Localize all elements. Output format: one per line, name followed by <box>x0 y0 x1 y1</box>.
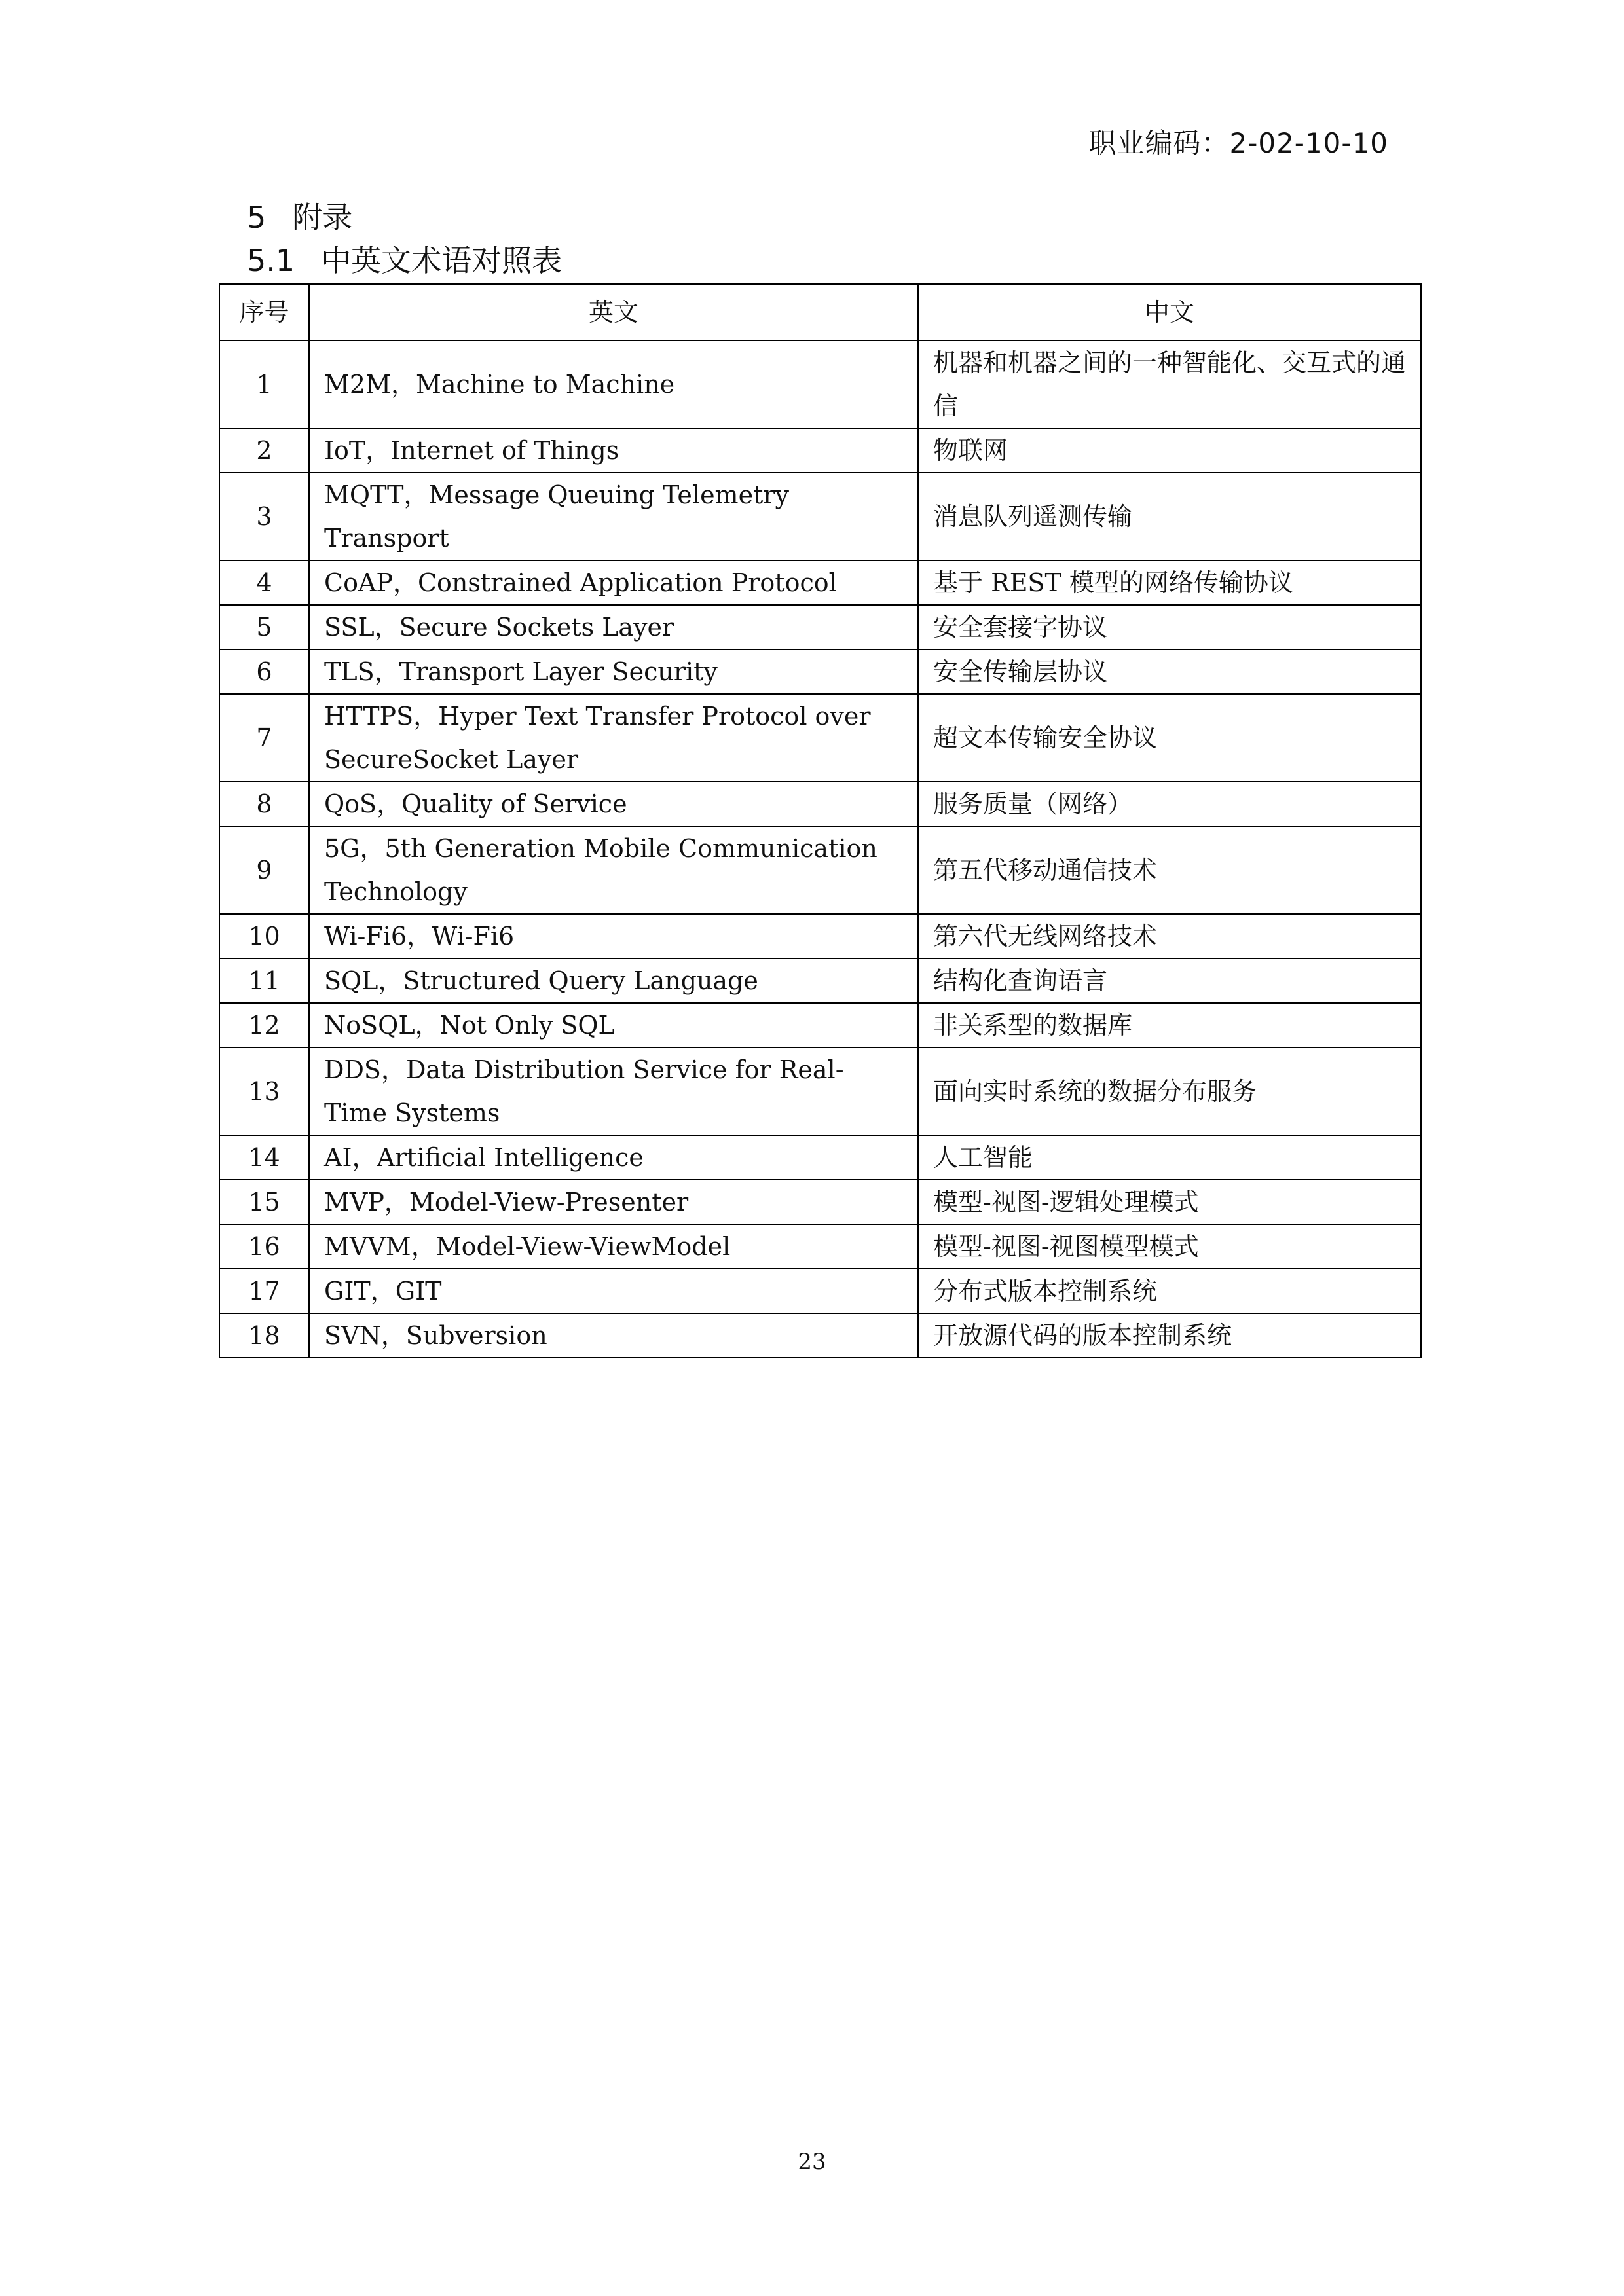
row-no: 7 <box>219 694 309 782</box>
row-english: HTTPS，Hyper Text Transfer Protocol over SecureSocket Layer <box>309 694 918 782</box>
row-chinese: 模型-视图-逻辑处理模式 <box>918 1180 1421 1224</box>
row-english: CoAP，Constrained Application Protocol <box>309 560 918 605</box>
row-chinese: 开放源代码的版本控制系统 <box>918 1313 1421 1358</box>
table-row <box>219 428 1421 473</box>
row-english: MVP，Model-View-Presenter <box>309 1180 918 1224</box>
subsection-title: 中英文术语对照表 <box>321 243 563 278</box>
row-chinese: 结构化查询语言 <box>918 958 1421 1003</box>
table-row <box>219 826 1421 914</box>
row-no: 2 <box>219 428 309 473</box>
section-number: 5 <box>247 200 267 235</box>
row-chinese: 安全套接字协议 <box>918 605 1421 649</box>
row-no: 8 <box>219 782 309 826</box>
table-row <box>219 649 1421 694</box>
row-no: 10 <box>219 914 309 958</box>
subsection-heading <box>247 240 562 282</box>
row-chinese: 模型-视图-视图模型模式 <box>918 1224 1421 1269</box>
row-no: 12 <box>219 1003 309 1048</box>
table-row <box>219 605 1421 649</box>
section-title: 附录 <box>292 200 353 235</box>
row-chinese: 第五代移动通信技术 <box>918 826 1421 914</box>
row-chinese: 超文本传输安全协议 <box>918 694 1421 782</box>
row-english: IoT，Internet of Things <box>309 428 918 473</box>
row-english: 5G，5th Generation Mobile Communication Technology <box>309 826 918 914</box>
row-english: DDS，Data Distribution Service for Real-Time Systems <box>309 1048 918 1135</box>
table-row <box>219 340 1421 428</box>
row-chinese: 机器和机器之间的一种智能化、交互式的通信 <box>918 340 1421 428</box>
row-english: MVVM，Model-View-ViewModel <box>309 1224 918 1269</box>
header-english: 英文 <box>309 284 918 340</box>
row-chinese: 服务质量（网络） <box>918 782 1421 826</box>
row-no: 5 <box>219 605 309 649</box>
row-no: 14 <box>219 1135 309 1180</box>
row-english: M2M，Machine to Machine <box>309 340 918 428</box>
row-no: 6 <box>219 649 309 694</box>
row-chinese: 面向实时系统的数据分布服务 <box>918 1048 1421 1135</box>
row-english: MQTT，Message Queuing Telemetry Transport <box>309 473 918 560</box>
table-row <box>219 1180 1421 1224</box>
row-no: 3 <box>219 473 309 560</box>
subsection-number: 5.1 <box>247 243 295 278</box>
table-row <box>219 473 1421 560</box>
row-no: 11 <box>219 958 309 1003</box>
row-english: SVN，Subversion <box>309 1313 918 1358</box>
glossary-table <box>219 283 1422 1358</box>
row-no: 18 <box>219 1313 309 1358</box>
row-english: TLS，Transport Layer Security <box>309 649 918 694</box>
table-row <box>219 1003 1421 1048</box>
row-no: 1 <box>219 340 309 428</box>
header-chinese: 中文 <box>918 284 1421 340</box>
row-english: GIT，GIT <box>309 1269 918 1313</box>
row-no: 16 <box>219 1224 309 1269</box>
row-chinese: 人工智能 <box>918 1135 1421 1180</box>
header-no: 序号 <box>219 284 309 340</box>
table-header-row <box>219 284 1421 340</box>
row-english: QoS，Quality of Service <box>309 782 918 826</box>
row-no: 4 <box>219 560 309 605</box>
row-chinese: 非关系型的数据库 <box>918 1003 1421 1048</box>
table-row <box>219 1135 1421 1180</box>
row-chinese: 分布式版本控制系统 <box>918 1269 1421 1313</box>
table-row <box>219 782 1421 826</box>
row-no: 13 <box>219 1048 309 1135</box>
row-no: 9 <box>219 826 309 914</box>
row-english: AI，Artificial Intelligence <box>309 1135 918 1180</box>
page-number: 23 <box>798 2149 826 2175</box>
row-chinese: 消息队列遥测传输 <box>918 473 1421 560</box>
row-chinese: 物联网 <box>918 428 1421 473</box>
table-row <box>219 694 1421 782</box>
row-english: SQL，Structured Query Language <box>309 958 918 1003</box>
table-row <box>219 1269 1421 1313</box>
table-row <box>219 560 1421 605</box>
table-row <box>219 958 1421 1003</box>
row-no: 17 <box>219 1269 309 1313</box>
row-english: NoSQL，Not Only SQL <box>309 1003 918 1048</box>
table-row <box>219 1224 1421 1269</box>
row-chinese: 基于 REST 模型的网络传输协议 <box>918 560 1421 605</box>
occupation-code: 职业编码：2-02-10-10 <box>1088 127 1388 159</box>
row-english: Wi-Fi6，Wi-Fi6 <box>309 914 918 958</box>
table-row <box>219 1048 1421 1135</box>
row-no: 15 <box>219 1180 309 1224</box>
row-chinese: 第六代无线网络技术 <box>918 914 1421 958</box>
row-chinese: 安全传输层协议 <box>918 649 1421 694</box>
section-heading <box>247 196 352 238</box>
table-row <box>219 914 1421 958</box>
row-english: SSL，Secure Sockets Layer <box>309 605 918 649</box>
table-row <box>219 1313 1421 1358</box>
